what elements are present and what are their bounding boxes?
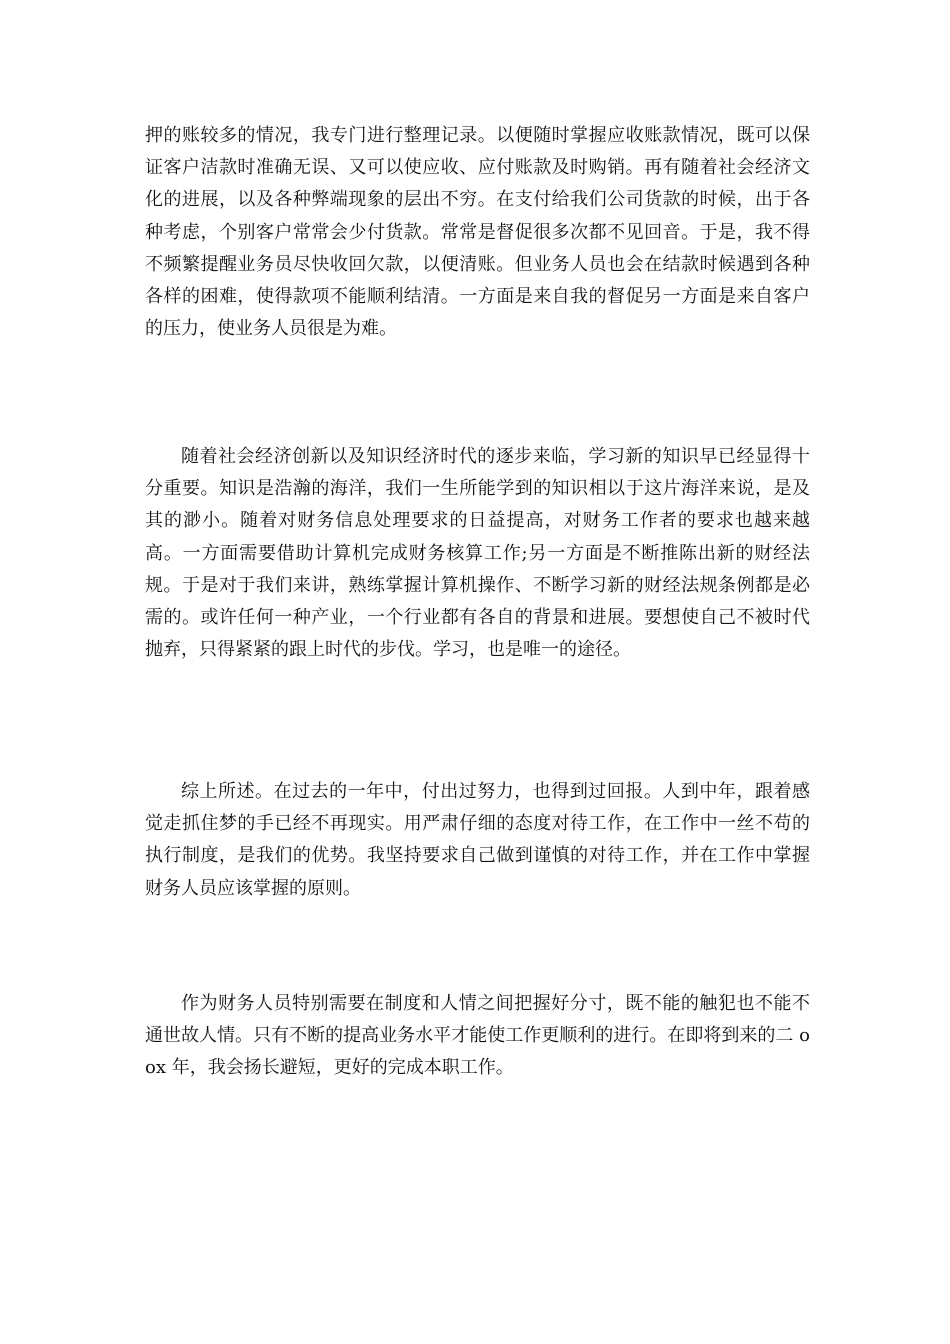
paragraph-2: 随着社会经济创新以及知识经济时代的逐步来临，学习新的知识早已经显得十分重要。知识是浩瀚的海洋，我们一生所能学到的知识相以于这片海洋来说，是及其的渺小。随着对财务信息处理要求的日益提高，对财务工作者的要求也越来越高。一方面需要借助计算机完成财务核算工作;另一方面是不断推陈出新的财经法规。于是对于我们来讲，熟练掌握计算机操作、不断学习新的财经法规条例都是必需的。或许任何一种产业，一个行业都有各自的背景和进展。要想使自己不被时代抛弃，只得紧紧的跟上时代的步伐。学习，也是唯一的途径。 — [145, 446, 810, 661]
paragraph-3: 综上所述。在过去的一年中，付出过努力，也得到过回报。人到中年，跟着感觉走抓住梦的手已经不再现实。用严肃仔细的态度对待工作，在工作中一丝不苟的执行制度，是我们的优势。我坚持要求自己做到谨慎的对待工作，并在工作中掌握财务人员应该掌握的原则。 — [145, 781, 810, 899]
paragraph-4: 作为财务人员特别需要在制度和人情之间把握好分寸，既不能的触犯也不能不通世故人情。只有不断的提高业务水平才能使工作更顺利的进行。在即将到来的二 oox 年，我会扬长避短，更好的完成本职工作。 — [145, 993, 810, 1079]
paragraph-1: 押的账较多的情况，我专门进行整理记录。以便随时掌握应收账款情况，既可以保证客户洁款时准确无误、又可以使应收、应付账款及时购销。再有随着社会经济文化的进展，以及各种弊端现象的层出不穷。在支付给我们公司货款的时候，出于各种考虑，个别客户常常会少付货款。常常是督促很多次都不见回音。于是，我不得不频繁提醒业务员尽快收回欠款，以便清账。但业务人员也会在结款时候遇到各种各样的困难，使得款项不能顺利结清。一方面是来自我的督促另一方面是来自客户的压力，使业务人员很是为难。 — [145, 125, 810, 340]
